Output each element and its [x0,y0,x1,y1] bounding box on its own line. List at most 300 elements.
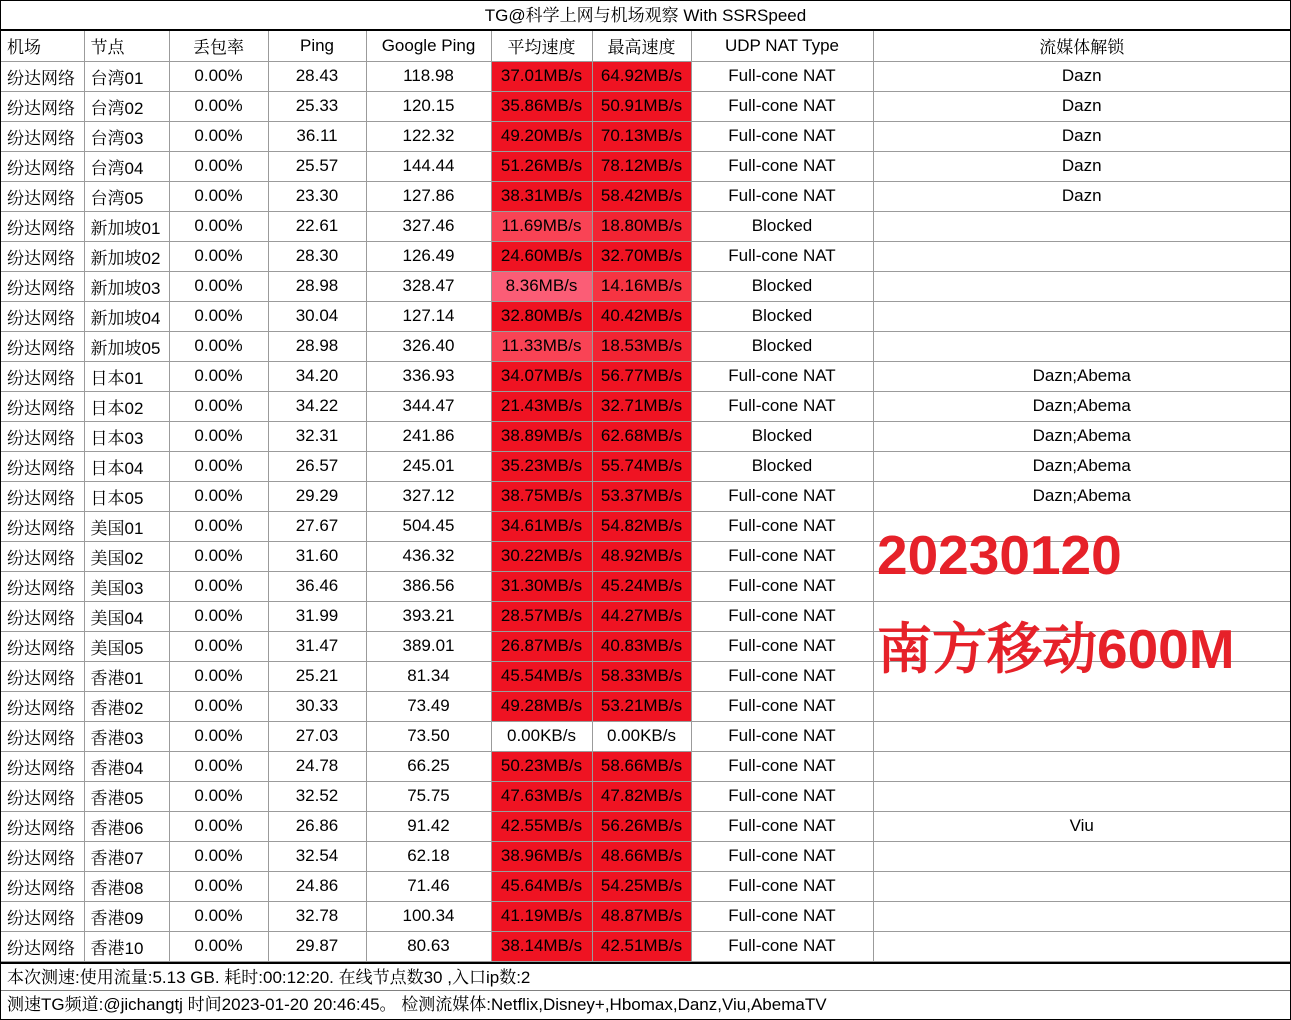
cell-node: 香港09 [84,901,169,931]
cell-packet-loss: 0.00% [169,571,268,601]
cell-node: 香港08 [84,871,169,901]
cell-ping: 25.21 [268,661,366,691]
cell-airport: 纷达网络 [1,871,84,901]
cell-airport: 纷达网络 [1,781,84,811]
table-row [1,931,1290,961]
cell-avg-speed: 34.61MB/s [491,511,592,541]
cell-max-speed: 70.13MB/s [592,121,691,151]
cell-packet-loss: 0.00% [169,901,268,931]
cell-google-ping: 436.32 [366,541,491,571]
table-row [1,241,1290,271]
cell-ping: 29.29 [268,481,366,511]
cell-airport: 纷达网络 [1,421,84,451]
cell-avg-speed: 38.89MB/s [491,421,592,451]
cell-ping: 31.47 [268,631,366,661]
cell-streaming [873,871,1290,901]
cell-packet-loss: 0.00% [169,61,268,91]
table-row [1,91,1290,121]
col-header-node: 节点 [84,31,169,61]
cell-packet-loss: 0.00% [169,331,268,361]
cell-streaming: Viu [873,811,1290,841]
col-header-max-speed: 最高速度 [592,31,691,61]
table-row [1,841,1290,871]
cell-airport: 纷达网络 [1,931,84,961]
cell-airport: 纷达网络 [1,241,84,271]
cell-node: 新加坡03 [84,271,169,301]
cell-google-ping: 100.34 [366,901,491,931]
cell-google-ping: 127.14 [366,301,491,331]
cell-streaming [873,931,1290,961]
table-row [1,421,1290,451]
cell-node: 台湾03 [84,121,169,151]
cell-packet-loss: 0.00% [169,601,268,631]
cell-node: 日本05 [84,481,169,511]
cell-max-speed: 18.53MB/s [592,331,691,361]
cell-streaming [873,901,1290,931]
cell-airport: 纷达网络 [1,661,84,691]
cell-streaming [873,571,1290,601]
cell-node: 美国01 [84,511,169,541]
cell-max-speed: 48.66MB/s [592,841,691,871]
cell-nat-type: Full-cone NAT [691,661,873,691]
table-row [1,301,1290,331]
cell-google-ping: 327.46 [366,211,491,241]
cell-streaming [873,601,1290,631]
cell-packet-loss: 0.00% [169,421,268,451]
cell-max-speed: 50.91MB/s [592,91,691,121]
cell-packet-loss: 0.00% [169,871,268,901]
cell-nat-type: Full-cone NAT [691,541,873,571]
table-row [1,61,1290,91]
cell-ping: 28.98 [268,331,366,361]
cell-airport: 纷达网络 [1,331,84,361]
col-header-streaming-unlock: 流媒体解锁 [873,31,1290,61]
cell-nat-type: Full-cone NAT [691,361,873,391]
cell-packet-loss: 0.00% [169,841,268,871]
cell-streaming [873,271,1290,301]
cell-avg-speed: 45.64MB/s [491,871,592,901]
cell-max-speed: 55.74MB/s [592,451,691,481]
cell-nat-type: Full-cone NAT [691,841,873,871]
cell-max-speed: 14.16MB/s [592,271,691,301]
table-row [1,151,1290,181]
cell-ping: 31.99 [268,601,366,631]
cell-max-speed: 56.26MB/s [592,811,691,841]
speedtest-table [1,31,1290,962]
cell-ping: 22.61 [268,211,366,241]
cell-nat-type: Blocked [691,271,873,301]
cell-streaming: Dazn;Abema [873,481,1290,511]
cell-node: 美国05 [84,631,169,661]
cell-ping: 36.46 [268,571,366,601]
cell-node: 美国04 [84,601,169,631]
cell-ping: 34.22 [268,391,366,421]
cell-avg-speed: 11.33MB/s [491,331,592,361]
cell-max-speed: 56.77MB/s [592,361,691,391]
cell-google-ping: 126.49 [366,241,491,271]
table-row [1,331,1290,361]
cell-nat-type: Full-cone NAT [691,721,873,751]
cell-avg-speed: 34.07MB/s [491,361,592,391]
cell-airport: 纷达网络 [1,271,84,301]
cell-ping: 30.33 [268,691,366,721]
cell-max-speed: 48.92MB/s [592,541,691,571]
col-header-avg-speed: 平均速度 [491,31,592,61]
cell-airport: 纷达网络 [1,571,84,601]
cell-google-ping: 386.56 [366,571,491,601]
cell-ping: 31.60 [268,541,366,571]
cell-streaming [873,211,1290,241]
cell-max-speed: 53.37MB/s [592,481,691,511]
cell-avg-speed: 0.00KB/s [491,721,592,751]
cell-node: 新加坡01 [84,211,169,241]
cell-nat-type: Full-cone NAT [691,571,873,601]
table-row [1,541,1290,571]
cell-google-ping: 80.63 [366,931,491,961]
cell-ping: 32.54 [268,841,366,871]
cell-airport: 纷达网络 [1,901,84,931]
cell-google-ping: 241.86 [366,421,491,451]
cell-avg-speed: 47.63MB/s [491,781,592,811]
cell-ping: 24.86 [268,871,366,901]
cell-nat-type: Blocked [691,331,873,361]
cell-avg-speed: 38.96MB/s [491,841,592,871]
cell-airport: 纷达网络 [1,841,84,871]
table-row [1,601,1290,631]
cell-airport: 纷达网络 [1,151,84,181]
cell-max-speed: 0.00KB/s [592,721,691,751]
cell-nat-type: Full-cone NAT [691,931,873,961]
cell-packet-loss: 0.00% [169,361,268,391]
cell-avg-speed: 49.20MB/s [491,121,592,151]
cell-streaming: Dazn;Abema [873,421,1290,451]
cell-ping: 28.98 [268,271,366,301]
cell-max-speed: 58.66MB/s [592,751,691,781]
table-row [1,511,1290,541]
cell-node: 台湾01 [84,61,169,91]
cell-max-speed: 78.12MB/s [592,151,691,181]
cell-avg-speed: 30.22MB/s [491,541,592,571]
cell-airport: 纷达网络 [1,301,84,331]
cell-streaming [873,541,1290,571]
cell-node: 新加坡05 [84,331,169,361]
cell-max-speed: 53.21MB/s [592,691,691,721]
cell-max-speed: 40.83MB/s [592,631,691,661]
cell-node: 美国02 [84,541,169,571]
cell-packet-loss: 0.00% [169,391,268,421]
cell-google-ping: 71.46 [366,871,491,901]
cell-packet-loss: 0.00% [169,121,268,151]
col-header-udp-nat-type: UDP NAT Type [691,31,873,61]
cell-max-speed: 42.51MB/s [592,931,691,961]
cell-packet-loss: 0.00% [169,151,268,181]
cell-nat-type: Blocked [691,301,873,331]
cell-streaming: Dazn [873,61,1290,91]
cell-ping: 29.87 [268,931,366,961]
cell-airport: 纷达网络 [1,451,84,481]
cell-nat-type: Full-cone NAT [691,151,873,181]
cell-nat-type: Blocked [691,421,873,451]
cell-google-ping: 127.86 [366,181,491,211]
cell-avg-speed: 21.43MB/s [491,391,592,421]
header-row [1,31,1290,61]
cell-nat-type: Full-cone NAT [691,751,873,781]
cell-ping: 26.86 [268,811,366,841]
watermark-isp: 南方移动600M [877,618,1235,680]
cell-packet-loss: 0.00% [169,271,268,301]
cell-ping: 34.20 [268,361,366,391]
cell-max-speed: 54.25MB/s [592,871,691,901]
cell-streaming [873,241,1290,271]
cell-ping: 36.11 [268,121,366,151]
cell-node: 日本04 [84,451,169,481]
cell-avg-speed: 35.23MB/s [491,451,592,481]
cell-max-speed: 64.92MB/s [592,61,691,91]
footer-summary-line: 本次测速:使用流量:5.13 GB. 耗时:00:12:20. 在线节点数30 ,入口ip数:2 [1,962,1290,991]
cell-airport: 纷达网络 [1,631,84,661]
cell-airport: 纷达网络 [1,61,84,91]
cell-streaming [873,841,1290,871]
report-title: TG@科学上网与机场观察 With SSRSpeed [1,1,1290,31]
cell-airport: 纷达网络 [1,811,84,841]
cell-nat-type: Full-cone NAT [691,61,873,91]
cell-packet-loss: 0.00% [169,691,268,721]
cell-avg-speed: 50.23MB/s [491,751,592,781]
cell-ping: 27.03 [268,721,366,751]
cell-google-ping: 118.98 [366,61,491,91]
cell-packet-loss: 0.00% [169,661,268,691]
cell-ping: 24.78 [268,751,366,781]
cell-airport: 纷达网络 [1,541,84,571]
cell-airport: 纷达网络 [1,361,84,391]
cell-nat-type: Full-cone NAT [691,631,873,661]
cell-max-speed: 40.42MB/s [592,301,691,331]
cell-ping: 28.30 [268,241,366,271]
table-row [1,361,1290,391]
cell-packet-loss: 0.00% [169,301,268,331]
cell-airport: 纷达网络 [1,91,84,121]
cell-ping: 25.33 [268,91,366,121]
table-row [1,211,1290,241]
cell-streaming: Dazn;Abema [873,391,1290,421]
cell-avg-speed: 38.75MB/s [491,481,592,511]
cell-ping: 28.43 [268,61,366,91]
cell-nat-type: Full-cone NAT [691,511,873,541]
cell-max-speed: 32.70MB/s [592,241,691,271]
cell-google-ping: 120.15 [366,91,491,121]
cell-node: 新加坡04 [84,301,169,331]
cell-streaming [873,631,1290,661]
cell-airport: 纷达网络 [1,721,84,751]
cell-google-ping: 73.50 [366,721,491,751]
cell-nat-type: Full-cone NAT [691,691,873,721]
cell-node: 日本02 [84,391,169,421]
cell-packet-loss: 0.00% [169,751,268,781]
cell-avg-speed: 45.54MB/s [491,661,592,691]
cell-google-ping: 389.01 [366,631,491,661]
table-row [1,121,1290,151]
cell-streaming [873,691,1290,721]
col-header-airport: 机场 [1,31,84,61]
cell-google-ping: 73.49 [366,691,491,721]
cell-avg-speed: 26.87MB/s [491,631,592,661]
cell-avg-speed: 38.14MB/s [491,931,592,961]
cell-google-ping: 393.21 [366,601,491,631]
cell-node: 香港10 [84,931,169,961]
table-row [1,781,1290,811]
cell-ping: 27.67 [268,511,366,541]
cell-packet-loss: 0.00% [169,541,268,571]
table-row [1,691,1290,721]
cell-avg-speed: 38.31MB/s [491,181,592,211]
cell-packet-loss: 0.00% [169,181,268,211]
cell-node: 香港05 [84,781,169,811]
cell-avg-speed: 35.86MB/s [491,91,592,121]
cell-avg-speed: 8.36MB/s [491,271,592,301]
cell-airport: 纷达网络 [1,181,84,211]
cell-node: 台湾05 [84,181,169,211]
cell-packet-loss: 0.00% [169,931,268,961]
cell-nat-type: Blocked [691,451,873,481]
cell-google-ping: 75.75 [366,781,491,811]
cell-node: 日本03 [84,421,169,451]
cell-streaming [873,331,1290,361]
cell-avg-speed: 41.19MB/s [491,901,592,931]
cell-streaming: Dazn [873,121,1290,151]
cell-nat-type: Full-cone NAT [691,241,873,271]
cell-ping: 25.57 [268,151,366,181]
cell-node: 香港02 [84,691,169,721]
cell-packet-loss: 0.00% [169,481,268,511]
cell-ping: 32.78 [268,901,366,931]
table-row [1,571,1290,601]
cell-ping: 30.04 [268,301,366,331]
table-row [1,811,1290,841]
cell-node: 美国03 [84,571,169,601]
cell-streaming [873,661,1290,691]
cell-node: 香港03 [84,721,169,751]
cell-streaming [873,511,1290,541]
cell-avg-speed: 24.60MB/s [491,241,592,271]
cell-nat-type: Full-cone NAT [691,811,873,841]
cell-packet-loss: 0.00% [169,91,268,121]
cell-ping: 26.57 [268,451,366,481]
cell-nat-type: Full-cone NAT [691,481,873,511]
cell-avg-speed: 28.57MB/s [491,601,592,631]
cell-streaming: Dazn [873,181,1290,211]
cell-streaming [873,301,1290,331]
cell-max-speed: 44.27MB/s [592,601,691,631]
cell-airport: 纷达网络 [1,211,84,241]
cell-google-ping: 66.25 [366,751,491,781]
table-row [1,661,1290,691]
cell-google-ping: 62.18 [366,841,491,871]
cell-nat-type: Blocked [691,211,873,241]
table-row [1,631,1290,661]
table-row [1,871,1290,901]
cell-ping: 23.30 [268,181,366,211]
col-header-google-ping: Google Ping [366,31,491,61]
cell-max-speed: 48.87MB/s [592,901,691,931]
cell-avg-speed: 31.30MB/s [491,571,592,601]
cell-max-speed: 62.68MB/s [592,421,691,451]
table-row [1,271,1290,301]
cell-node: 台湾04 [84,151,169,181]
cell-airport: 纷达网络 [1,601,84,631]
cell-node: 香港04 [84,751,169,781]
cell-google-ping: 344.47 [366,391,491,421]
cell-nat-type: Full-cone NAT [691,601,873,631]
cell-node: 新加坡02 [84,241,169,271]
cell-airport: 纷达网络 [1,751,84,781]
cell-max-speed: 18.80MB/s [592,211,691,241]
cell-max-speed: 58.42MB/s [592,181,691,211]
cell-packet-loss: 0.00% [169,211,268,241]
cell-max-speed: 45.24MB/s [592,571,691,601]
table-row [1,751,1290,781]
cell-node: 香港07 [84,841,169,871]
table-row [1,901,1290,931]
cell-airport: 纷达网络 [1,121,84,151]
footer-channel-line: 测速TG频道:@jichangtj 时间2023-01-20 20:46:45。 检测流媒体:Netflix,Disney+,Hbomax,Danz,Viu,AbemaTV [1,990,1290,1019]
cell-google-ping: 327.12 [366,481,491,511]
cell-packet-loss: 0.00% [169,451,268,481]
cell-nat-type: Full-cone NAT [691,91,873,121]
table-row [1,481,1290,511]
cell-nat-type: Full-cone NAT [691,391,873,421]
cell-streaming: Dazn [873,151,1290,181]
cell-nat-type: Full-cone NAT [691,871,873,901]
cell-airport: 纷达网络 [1,391,84,421]
cell-packet-loss: 0.00% [169,241,268,271]
cell-ping: 32.31 [268,421,366,451]
cell-google-ping: 122.32 [366,121,491,151]
cell-streaming [873,751,1290,781]
cell-airport: 纷达网络 [1,481,84,511]
cell-avg-speed: 11.69MB/s [491,211,592,241]
cell-avg-speed: 32.80MB/s [491,301,592,331]
table-row [1,451,1290,481]
table-row [1,391,1290,421]
cell-nat-type: Full-cone NAT [691,781,873,811]
watermark-date: 20230120 [877,524,1122,586]
cell-google-ping: 144.44 [366,151,491,181]
cell-node: 香港06 [84,811,169,841]
cell-nat-type: Full-cone NAT [691,901,873,931]
col-header-packet-loss: 丢包率 [169,31,268,61]
cell-google-ping: 328.47 [366,271,491,301]
table-row [1,721,1290,751]
cell-streaming: Dazn;Abema [873,451,1290,481]
cell-packet-loss: 0.00% [169,631,268,661]
cell-packet-loss: 0.00% [169,721,268,751]
cell-streaming: Dazn [873,91,1290,121]
cell-avg-speed: 49.28MB/s [491,691,592,721]
cell-nat-type: Full-cone NAT [691,121,873,151]
cell-streaming [873,781,1290,811]
cell-google-ping: 245.01 [366,451,491,481]
table-body [1,61,1290,961]
cell-google-ping: 504.45 [366,511,491,541]
cell-ping: 32.52 [268,781,366,811]
cell-streaming: Dazn;Abema [873,361,1290,391]
col-header-ping: Ping [268,31,366,61]
cell-airport: 纷达网络 [1,691,84,721]
table-row [1,181,1290,211]
cell-avg-speed: 51.26MB/s [491,151,592,181]
cell-avg-speed: 42.55MB/s [491,811,592,841]
cell-nat-type: Full-cone NAT [691,181,873,211]
